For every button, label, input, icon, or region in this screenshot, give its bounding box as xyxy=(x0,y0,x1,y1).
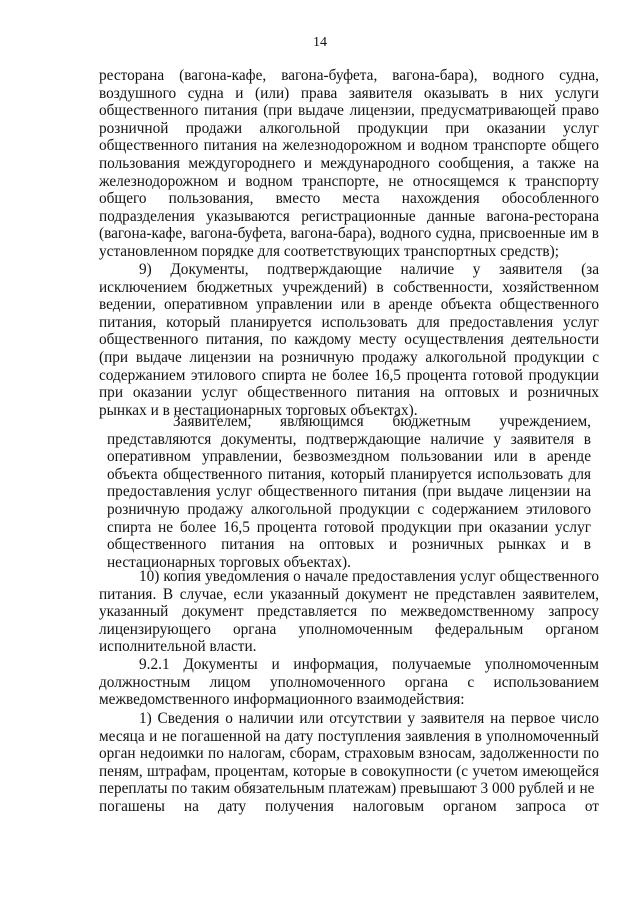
page-number: 14 xyxy=(313,35,327,50)
paragraph-item-9-documents: 9) Документы, подтверждающие наличие у заявителя (за исключением бюджетных учреждений) в собственности, хозяйственном ведении, оперативном управлении или в аренде объекта общественного питания, который планируется использовать для предоставления услуг общественного питания, по каждому месту осуществления деятельности (при выдаче лицензии на розничную продажу алкогольной продукции с содержанием этилового спирта не более 16,5 процента готовой продукции при оказании услуг общественного питания на оптовых и розничных рынках и в нестационарных торговых объектах). xyxy=(99,261,599,419)
paragraph-restaurant-car-details: ресторана (вагона-кафе, вагона-буфета, вагона-бара), водного судна, воздушного судна и (или) права заявителя оказывать в них услуги общественного питания (при выдаче лицензии, предусматривающей право розничной продажи алкогольной продукции при оказании услуг общественного питания на железнодорожном и водном транспорте общего пользования междугороднего и международного сообщения, а также на железнодорожном и водном транспорте, не относящемся к транспорту общего пользования, вместо места нахождения обособленного подразделения указываются регистрационные данные вагона-ресторана (вагона-кафе, вагона-буфета, вагона-бара), водного судна, присвоенные им в установленном порядке для соответствующих транспортных средств); xyxy=(99,67,599,260)
paragraph-item-10-notification: 10) копия уведомления о начале предоставления услуг общественного питания. В случае, если указанный документ не представлен заявителем, указанный документ представляется по межведомственному запросу лицензирующего органа уполномоченным федеральным органом исполнительной власти. xyxy=(99,568,599,656)
paragraph-item-1-main-text: 1) Сведения о наличии или отсутствии у заявителя на первое число месяца и не погашенной на дату поступления заявления в уполномоченный орган недоимки по налогам, сборам, страховым взносам, задолженности по пеням, штрафам, процентам, которые в совокупности (с учетом имеющейся переплаты по таким обязательным платежам) превышают 3 000 рублей и не xyxy=(99,710,599,798)
paragraph-item-1-last-line: погашены на дату получения налоговым органом запроса от xyxy=(99,797,599,815)
paragraph-9-2-1-interagency: 9.2.1 Документы и информация, получаемые уполномоченным должностным лицом уполномоченного органа с использованием межведомственного информационного взаимодействия: xyxy=(99,656,599,709)
paragraph-item-1-tax-arrears xyxy=(99,710,599,816)
paragraph-budget-institution: Заявителем, являющимся бюджетным учреждением, представляются документы, подтверждающие наличие у заявителя в оперативном управлении, безвозмездном пользовании или в аренде объекта общественного питания, который планируется использовать для предоставления услуг общественного питания (при выдаче лицензии на розничную продажу алкогольной продукции с содержанием этилового спирта не более 16,5 процента готовой продукции при оказании услуг общественного питания на оптовых и розничных рынках и в нестационарных торговых объектах). xyxy=(107,413,591,571)
